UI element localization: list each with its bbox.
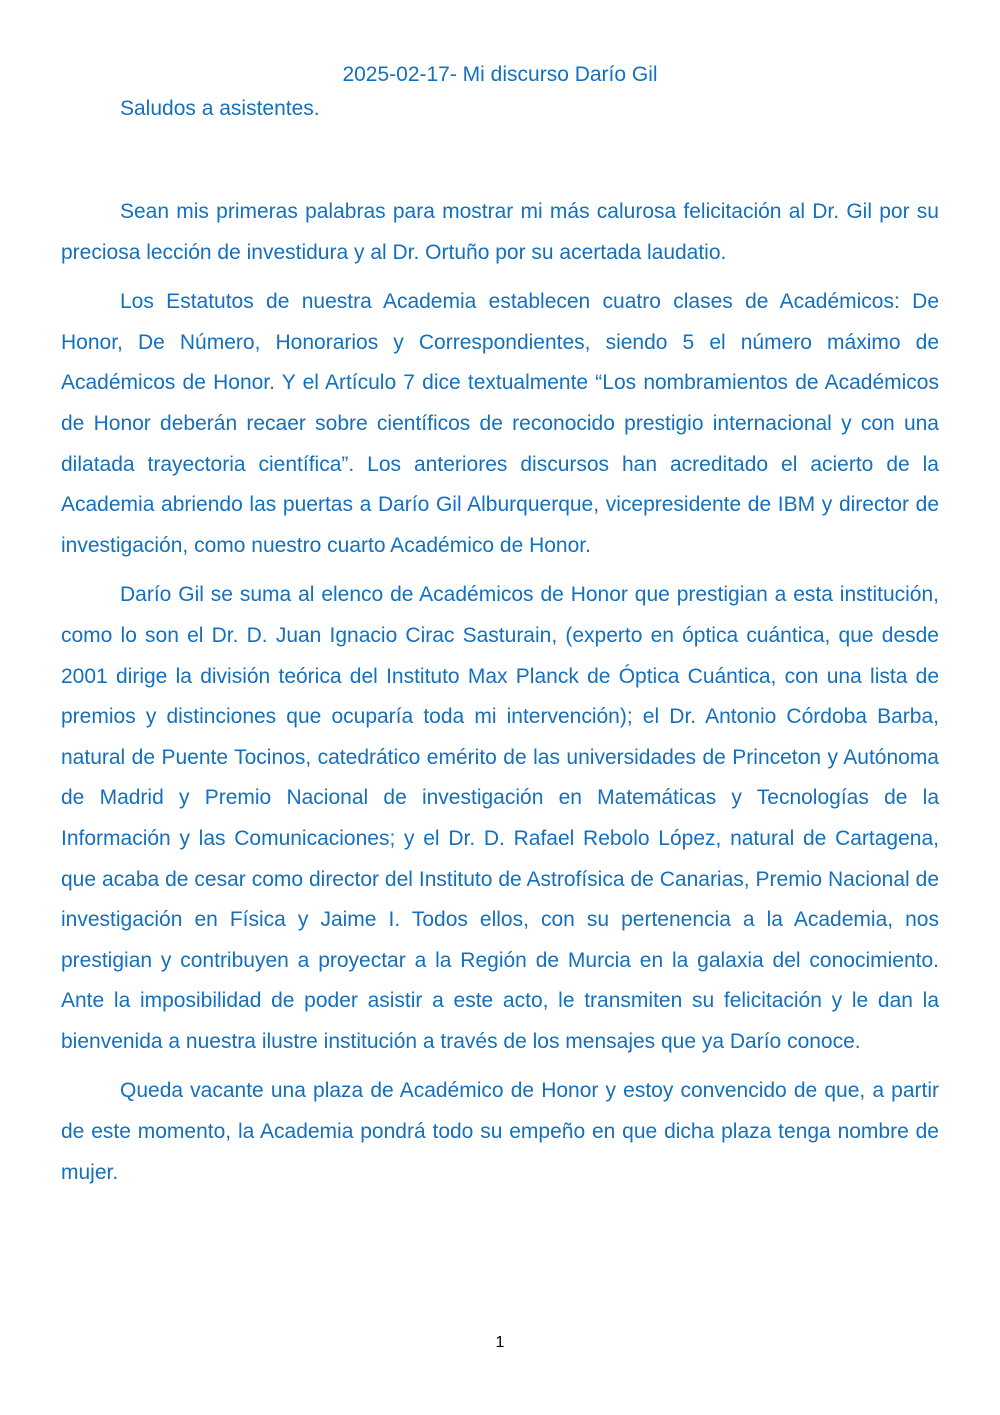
paragraph-vacancy: Queda vacante una plaza de Académico de Honor y estoy convencido de que, a partir de este momento, la Academia pondrá todo su empeño en que dicha plaza tenga nombre de mujer. <box>61 1079 939 1184</box>
document-page <box>61 58 939 1202</box>
paragraph-congratulations: Sean mis primeras palabras para mostrar mi más calurosa felicitación al Dr. Gil por su preciosa lección de investidura y al Dr. Ortuño por su acertada laudatio. <box>61 200 939 264</box>
document-title: 2025-02-17- Mi discurso Darío Gil <box>342 63 658 86</box>
paragraph-statutes: Los Estatutos de nuestra Academia establecen cuatro clases de Académicos: De Honor, De Número, Honorarios y Correspondientes, siendo 5 el número máximo de Académicos de Honor. Y el Artículo 7 dice textualmente “Los nombramientos de Académicos de Honor deberán recaer sobre científicos de reconocido prestigio internacional y con una dilatada trayectoria científica”. Los anteriores discursos han acreditado el acierto de la Academia abriendo las puertas a Darío Gil Alburquerque, vicepresidente de IBM y director de investigación, como nuestro cuarto Académico de Honor. <box>61 290 939 557</box>
page-number: 1 <box>495 1334 505 1351</box>
greeting-line: Saludos a asistentes. <box>120 97 320 120</box>
paragraph-honorary-academicians: Darío Gil se suma al elenco de Académicos de Honor que prestigian a esta institución, como lo son el Dr. D. Juan Ignacio Cirac Sasturain, (experto en óptica cuántica, que desde 2001 dirige la división teórica del Instituto Max Planck de Óptica Cuántica, con una lista de premios y distinciones que ocuparía toda mi intervención); el Dr. Antonio Córdoba Barba, natural de Puente Tocinos, catedrático emérito de las universidades de Princeton y Autónoma de Madrid y Premio Nacional de investigación en Matemáticas y Tecnologías de la Información y las Comunicaciones; y el Dr. D. Rafael Rebolo López, natural de Cartagena, que acaba de cesar como director del Instituto de Astrofísica de Canarias, Premio Nacional de investigación en Física y Jaime I. Todos ellos, con su pertenencia a la Academia, nos prestigian y contribuyen a proyectar a la Región de Murcia en la galaxia del conocimiento. Ante la imposibilidad de poder asistir a este acto, le transmiten su felicitación y le dan la bienvenida a nuestra ilustre institución a través de los mensajes que ya Darío conoce. <box>61 583 939 1053</box>
